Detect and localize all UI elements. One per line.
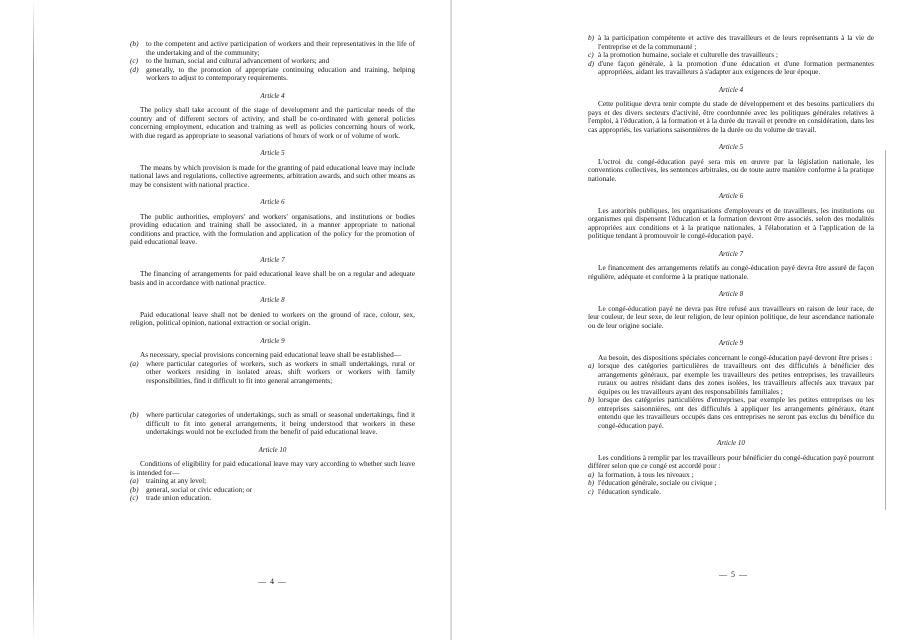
list-item: (a) where particular categories of workers, such as workers in small undertakings, rural or other workers residing in isolated areas, shift workers or workers with family responsibilities, find it difficult to fit into general arrangements; [130,358,415,385]
list-item: (b) where particular categories of undertakings, such as small or seasonal undertakings, find it difficult to fit into general arrangements, it being understood that workers in these undertakings would not be excluded from the benefit of paid educational leave. [130,410,415,436]
article-paragraph: Cette politique devra tenir compte du stade de développement et des besoins particuliers du pays et des divers secteurs d'activité, être coordonnée avec les politiques générales relatives à l'emploi, à l'éducation, à la formation et à la durée du travail et prendre en considération, dans les cas appropriés, les variations saisonnières de la durée ou du volume de travail. [588,99,874,134]
article-paragraph: The public authorities, employers' and workers' organisations, and institutions or bodies providing education and training shall be associated, in a manner appropriate to national conditions and practice, with the formulation and application of the policy for the promotion of paid educational leave. [130,211,415,246]
page-number: — 4 — [258,577,287,586]
list-item: (b) general, social or civic education; or [130,484,253,494]
article-paragraph: Paid educational leave shall not be denied to workers on the ground of race, colour, sex, religion, political opinion, national extraction or social origin. [130,309,415,327]
article-paragraph: Conditions of eligibility for paid educational leave may vary according to whether such leave is intended for— [130,459,415,477]
list-item: b) l'éducation générale, sociale ou civique ; [588,478,717,487]
left-text-column [130,40,415,503]
article-heading: Article 5 [718,143,744,151]
article-paragraph: Les conditions à remplir par les travailleurs pour bénéficier du congé-éducation payé pourront différer selon que ce congé est accordé pour : [588,452,874,470]
right-page-french [452,0,905,640]
article-heading: Article 6 [718,192,744,200]
page-number: — 5 — [719,570,748,579]
article-paragraph: The financing of arrangements for paid educational leave shall be on a regular and adequate basis and in accordance with national practice. [130,269,415,287]
article-heading: Article 10 [717,439,745,447]
article-paragraph: Au besoin, des dispositions spéciales concernant le congé-éducation payé devront être prises : [598,352,873,362]
article-heading: Article 4 [718,85,744,94]
article-heading: Article 9 [260,336,285,345]
article-heading: Article 9 [718,339,744,347]
right-text-column [588,34,874,496]
list-item: (c) to the human, social and cultural advancement of workers; and [130,56,330,65]
list-item: (d) generally, to the promotion of appropriate continuing education and training, helping workers to adjust to contemporary requirements. [130,64,415,82]
article-paragraph: As necessary, special provisions concerning paid educational leave shall be established— [140,350,402,359]
article-heading: Article 8 [260,296,285,304]
article-heading: Article 6 [260,198,285,206]
article-paragraph: The policy shall take account of the stage of development and the particular needs of the country and of different sectors of activity, and shall be co-ordinated with general policies concerning employment, education and training as well as policies concerning hours of work, with due regard as appropriate to seasonal variations of hours of work or of volume of work. [130,105,415,140]
list-item: c) l'éducation syndicale. [588,486,661,496]
article-heading: Article 10 [258,445,287,454]
article-heading: Article 5 [260,149,285,157]
article-paragraph: L'octroi du congé-éducation payé sera mis en œuvre par la législation nationale, les conventions collectives, les sentences arbitrales, ou de toute autre manière conforme à la pratique nationale. [588,156,874,183]
article-paragraph: The means by which provision is made for the granting of paid educational leave may include national laws and regulations, collective agreements, arbitration awards, and such other means as may be consistent with national practice. [130,162,415,189]
article-heading: Article 7 [260,255,285,264]
list-item: c) à la promotion humaine, sociale et culturelle des travailleurs ; [588,50,778,59]
list-item: a) la formation, à tous les niveaux ; [588,469,694,479]
left-page-english [0,0,452,640]
article-heading: Article 7 [718,249,744,258]
list-item: a) lorsque des catégories particulières de travailleurs ont des difficultés à bénéficier des arrangements généraux, par exemple les travailleurs des petites entreprises, les travailleurs ruraux ou autres résidant dans des zones isolées, les travailleurs affectés aux travaux par équipes ou les travailleurs ayant des responsabilités familiales ; [588,361,874,396]
list-item: (c) trade union education. [130,493,212,502]
article-heading: Article 4 [260,91,285,100]
list-item: (a) training at any level; [130,476,207,485]
list-item: b) à la participation compétente et active des travailleurs et de leurs représentants à la vie de l'entreprise et de la communauté ; [588,33,874,51]
list-item: b) lorsque des catégories particulières d'entreprises, par exemple les petites entreprises ou les entreprises saisonnières, ont des difficultés à appliquer les arrangements généraux, étant entendu que les travailleurs occupés dans ces entreprises ne seront pas exclus du bénéfice du congé-éducation payé. [588,395,874,430]
list-item: (b) to the competent and active participation of workers and their representatives in the life of the undertaking and of the community; [130,39,415,57]
article-heading: Article 8 [718,290,744,298]
article-paragraph: Les autorités publiques, les organisations d'employeurs et de travailleurs, les institutions ou organismes qui dispensent l'éducation et la formation devront être associés, selon des modalités appropriées aux conditions et à la pratique nationales, à l'élaboration et à l'application de la politique tendant à promouvoir le congé-éducation payé. [588,205,874,240]
list-item: d) d'une façon générale, à la promotion d'une éducation et d'une formation permanentes appropriées, aidant les travailleurs à s'adapter aux exigences de leur époque. [588,58,874,76]
article-paragraph: Le financement des arrangements relatifs au congé-éducation payé devra être assuré de façon régulière, adéquate et conforme à la pratique nationale. [588,263,874,281]
article-paragraph: Le congé-éducation payé ne devra pas être refusé aux travailleurs en raison de leur race, de leur couleur, de leur sexe, de leur religion, de leur opinion politique, de leur ascendance nationale ou de leur origine sociale. [588,303,874,330]
